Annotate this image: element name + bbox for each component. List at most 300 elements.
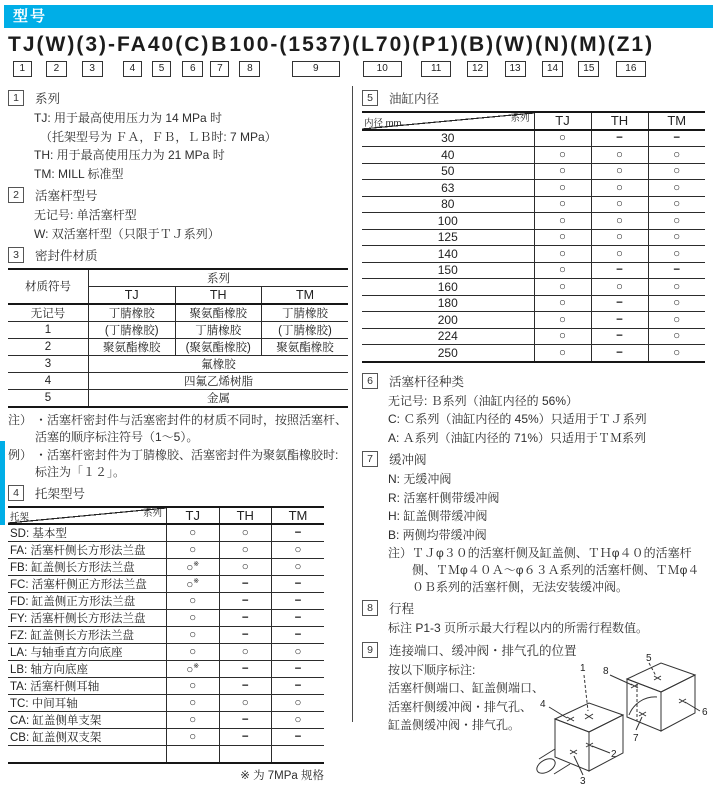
circle-mark: ○ [241,544,249,556]
cell [534,312,591,329]
cell [219,746,272,763]
cell [534,130,591,147]
table-row [362,279,705,296]
section-title: 活塞杆型号 [35,189,98,203]
circle-mark: ○ [186,561,194,574]
note-tag: 注） [388,546,413,560]
circle-mark: ○ [673,330,681,343]
bracket-footnote: ※ 为 7MPa 规格 [240,769,324,782]
cell [648,213,705,230]
cell [534,229,591,246]
row-label: 1 [8,321,89,338]
table-row [362,213,705,230]
circle-mark: ○ [294,561,302,573]
cell [591,213,648,230]
right-column [362,86,708,792]
cell [272,559,325,576]
cell: 聚氨酯橡胶 [262,338,349,355]
cell [591,295,648,312]
note-tag: 注） [8,412,33,427]
cell [167,627,220,644]
dash-mark: − [241,612,249,624]
cell [219,576,272,593]
cell [219,559,272,576]
circle-mark: ○ [616,214,623,227]
matrix-table [362,111,705,363]
table-row [362,130,705,147]
series-column-header: TM [272,507,325,525]
circle-mark: ○ [559,165,566,178]
row-label: 100 [362,213,534,230]
text-line: B: 两侧均带缓冲阀 [388,527,487,542]
table-row [362,262,705,279]
circle-mark: ○ [559,181,566,194]
dash-mark: − [241,714,249,726]
cell [272,524,325,542]
section-bore-size [362,89,705,363]
span-cell: 氟橡胶 [89,355,349,372]
cell: 聚氨酯橡胶 [175,304,262,322]
circle-mark: ○ [616,165,623,178]
cell [219,593,272,610]
model-segment-text: (3) [76,33,108,56]
circle-mark: ○ [673,214,681,227]
section-title: 行程 [389,602,415,616]
series-column-header: TM [648,112,705,130]
model-position-box: 4 [123,61,142,77]
cell [219,524,272,542]
row-label: 无记号 [8,304,89,322]
model-position-box: 3 [82,61,103,77]
diagram-label-3: 3 [580,775,586,787]
table-row [8,576,324,593]
model-segment [76,31,108,77]
cell [219,644,272,661]
corner-bottom-label: 内径 mm [364,117,402,129]
text-line: TM: MILL 标准型 [34,166,124,181]
model-segment-text: (W) [36,33,77,56]
row-label: 250 [362,345,534,362]
model-segment-text: (W) [495,33,535,56]
circle-mark: ○ [616,198,623,211]
cell [648,163,705,180]
row-label: 180 [362,295,534,312]
circle-mark: ○ [559,346,566,359]
text-line: R: 活塞杆侧带缓冲阀 [388,490,500,505]
diagram-label-4: 4 [540,698,546,710]
section-number: 2 [8,187,24,203]
dash-mark: − [294,629,302,641]
section-seal-material [8,246,348,481]
circle-mark: ○ [673,247,681,260]
cell [648,279,705,296]
table-row [8,321,348,338]
model-segment [37,31,77,77]
cell [167,559,220,576]
cell [167,576,220,593]
cell [591,163,648,180]
note-text: ・活塞杆密封件与活塞密封件的材质不同时，按照活塞杆、活塞的顺序标注符号（1～5）。 [35,412,348,444]
section-title: 密封件材质 [35,249,98,263]
series-column-header: TM [262,287,349,304]
cell [534,328,591,345]
matrix-table-head [362,112,705,130]
dash-mark: − [616,346,623,359]
diagram-label-8: 8 [603,665,609,677]
dash-mark: − [616,264,623,277]
model-position-box: 5 [152,61,171,77]
cell [219,610,272,627]
cell [272,729,325,746]
cell [534,262,591,279]
section-title: 油缸内径 [389,92,440,106]
row-label: 3 [8,355,89,372]
dash-mark: − [294,595,302,607]
section-title: 缓冲阀 [389,453,427,467]
cell [648,196,705,213]
circle-mark: ○ [559,132,566,145]
row-label: CA: 缸盖侧单支架 [8,712,167,729]
circle-mark: ○ [616,247,623,260]
circle-mark: ○ [294,697,302,709]
row-label: 4 [8,372,89,389]
model-segment-text: (N) [534,33,571,56]
model-position-box: 14 [542,61,563,77]
row-label: 5 [8,389,89,407]
row-label: TC: 中间耳轴 [8,695,167,712]
span-cell: 金属 [89,389,349,407]
cell: (丁腈橡胶) [262,321,349,338]
cell [167,712,220,729]
model-position-box: 13 [505,61,526,77]
model-segment [175,31,210,77]
cell [591,246,648,263]
cell [219,695,272,712]
cell [648,180,705,197]
diagram-label-6: 6 [702,706,708,718]
table-row [8,712,324,729]
circle-mark: ○ [294,714,302,726]
row-label: 50 [362,163,534,180]
circle-mark: ○ [294,646,302,658]
model-position-box: 1 [13,61,32,77]
dash-mark: − [241,595,249,607]
text-line: 标注 P1-3 页所示最大行程以内的所需行程数值。 [388,621,649,635]
cell [591,229,648,246]
bore-size-table [362,111,705,363]
series-column-header: TJ [124,287,139,302]
cell [591,328,648,345]
table-row [362,163,705,180]
table-row [8,304,348,322]
circle-mark: ○ [673,297,681,310]
cell [648,312,705,329]
model-position-box: 16 [616,61,646,77]
cell [648,147,705,164]
cell [534,295,591,312]
circle-mark: ○ [189,680,197,692]
dash-mark: − [294,527,302,539]
circle-mark: ○ [559,231,566,244]
matrix-table-head [8,507,324,525]
dash-mark: − [294,578,302,590]
row-label: 80 [362,196,534,213]
note-text: ・活塞杆密封件为丁腈橡胶、活塞密封件为聚氨酯橡胶时: 标注为「１２」。 [35,447,339,479]
cell: 丁腈橡胶 [89,304,176,322]
circle-mark: ○ [559,280,566,293]
circle-mark: ○ [189,527,197,539]
model-segment-text: (B) [459,33,496,56]
section-title: 活塞杆径种类 [389,374,465,389]
cell [219,627,272,644]
circle-mark: ○ [616,280,623,293]
cell [272,627,325,644]
cell [167,678,220,695]
cell [272,576,325,593]
section-rod-diameter-lines [362,392,705,448]
note-text: ＴＪφ３０的活塞杆侧及缸盖侧、ＴＨφ４０的活塞杆侧、ＴＭφ４０Ａ～φ６３Ａ系列的活塞杆侧、ＴＭφ４０Ｂ系列的活塞杆侧，无法安装缓冲阀。 [412,546,700,594]
cell [534,147,591,164]
text-line: 无记号: 单活塞杆型 [34,208,137,222]
circle-mark: ○ [616,181,623,194]
cell [534,196,591,213]
cell [272,712,325,729]
dash-mark: − [294,680,302,692]
circle-mark: ○ [559,214,566,227]
model-segment [495,31,535,77]
table-row [362,196,705,213]
circle-mark: ○ [241,646,249,658]
table-row [8,627,324,644]
model-position-box: 2 [46,61,67,77]
model-segment [608,31,655,77]
circle-mark: ○ [673,181,681,194]
table-row [362,328,705,345]
model-segment-text: (Z1) [607,33,655,56]
table-row [8,524,324,542]
text-line: 活塞杆侧缓冲阀・排气孔、 [388,699,533,714]
row-label: CB: 缸盖侧双支架 [8,729,167,746]
section-rod-type [8,186,348,243]
section-number: 3 [8,247,24,263]
dash-mark: − [241,663,249,675]
table-row [362,229,705,246]
series-column-header: TJ [167,507,220,525]
text-line: 无记号: Ｂ系列（油缸内径的 56%） [388,393,579,408]
section-series [8,89,348,183]
row-label: FD: 缸盖侧正方形法兰盘 [8,593,167,610]
cell [219,712,272,729]
model-position-box: 9 [292,61,340,77]
table-row [362,295,705,312]
table-row [362,180,705,197]
diagram-label-1: 1 [580,662,586,674]
row-label: 160 [362,279,534,296]
row-label: 40 [362,147,534,164]
row-label: FB: 缸盖侧长方形法兰盘 [8,559,167,576]
model-separator: - [270,33,280,56]
text-line: C: Ｃ系列（油缸内径的 45%）只适用于ＴＪ系列 [388,412,647,426]
model-position-box: 6 [182,61,203,77]
model-segment [412,31,460,77]
circle-mark: ○ [616,231,623,244]
section-number: 8 [362,600,378,616]
section-stroke-lines [362,619,705,638]
circle-mark: ○ [559,313,566,326]
section-cushion-valve [362,450,705,596]
row-label: LB: 轴方向底座 [8,661,167,678]
section-number: 7 [362,451,378,467]
series-column-header: TJ [534,112,591,130]
cell [272,678,325,695]
dash-mark: − [616,330,623,343]
table-row [8,695,324,712]
cell [219,678,272,695]
row-label: 140 [362,246,534,263]
section-cushion-lines [362,470,705,596]
table-row [8,355,348,372]
bracket-type-table [8,506,324,764]
corner-top-label: 系列 [142,507,162,519]
row-label: TA: 活塞杆侧耳轴 [8,678,167,695]
circle-mark: ○ [189,646,197,658]
section-ports-body [362,652,708,789]
section-title: 托架型号 [35,486,86,501]
table-row [8,746,324,763]
section-number: 6 [362,373,378,389]
diagram-label-5: 5 [646,652,652,664]
cell: 丁腈橡胶 [175,321,262,338]
table-row [8,729,324,746]
table-row [362,147,705,164]
circle-mark: ○ [559,247,566,260]
model-segment [8,31,37,77]
cell: 聚氨酯橡胶 [89,338,176,355]
cell: 丁腈橡胶 [262,304,349,322]
section-stroke [362,599,705,638]
text-line: TH: 用于最高使用压力为 21 MPa 时 [34,148,225,162]
dash-mark: − [241,629,249,641]
circle-mark: ○ [241,561,249,573]
cell [591,279,648,296]
cell [534,279,591,296]
dash-mark: − [673,264,681,277]
section-rod-type-lines [8,206,348,243]
row-label [8,746,167,763]
circle-mark: ○ [673,313,681,326]
cell [167,695,220,712]
diagonal-corner-cell [362,112,534,130]
row-label: FY: 活塞杆侧长方形法兰盘 [8,610,167,627]
cylinder-port-position-diagram [537,653,719,787]
footnote-marker: ※ [193,663,200,671]
row-label: FA: 活塞杆侧长方形法兰盘 [8,542,167,559]
section-port-positions [362,641,708,789]
section-title: 系列 [35,92,61,106]
cell [648,345,705,362]
model-segment [117,31,148,77]
row-label: 224 [362,328,534,345]
cell [167,661,220,678]
section-bracket-type [8,484,348,783]
row-label: LA: 与轴垂直方向底座 [8,644,167,661]
seal-table-head [8,269,348,304]
circle-mark: ○ [559,198,566,211]
note-line [8,447,348,481]
note-line [388,545,705,596]
model-segment-text: (C) [175,33,211,56]
material-code-header: 材质符号 [8,269,89,304]
footnote-marker: ※ [193,561,200,569]
cell [167,542,220,559]
table-row [8,678,324,695]
cell [591,180,648,197]
circle-mark: ○ [294,544,302,556]
cell [534,180,591,197]
section-number: 1 [8,90,24,106]
model-separator: - [108,33,117,56]
section-series-lines [8,109,348,183]
row-label: FZ: 缸盖侧长方形法兰盘 [8,627,167,644]
left-column [8,86,348,786]
cell [219,661,272,678]
model-segment-text: 40 [147,33,176,56]
cell [272,542,325,559]
dash-mark: − [673,132,681,145]
row-label: SD: 基本型 [8,524,167,542]
row-label: 150 [362,262,534,279]
diagonal-corner-cell [8,507,167,525]
model-segment-text: 100 [229,33,271,56]
note-line [8,412,348,446]
note-tag: 例） [8,447,33,462]
corner-top-label: 系列 [510,113,530,124]
model-position-box: 11 [421,61,451,77]
cell [272,695,325,712]
table-row [8,610,324,627]
cell [219,729,272,746]
dash-mark: − [294,731,302,743]
cell [648,229,705,246]
circle-mark: ○ [616,148,623,161]
table-row [8,389,348,407]
circle-mark: ○ [189,629,197,641]
section-rod-diameter [362,372,705,448]
model-segment [229,31,270,77]
cell [167,644,220,661]
footnote-marker: ※ [193,578,200,586]
circle-mark: ○ [186,663,194,676]
table-row [8,338,348,355]
table-row [362,345,705,362]
circle-mark: ○ [559,264,566,277]
table-row [8,372,348,389]
series-column-header: TH [219,507,272,525]
column-divider [352,86,353,722]
span-cell: 四氟乙烯树脂 [89,372,349,389]
section-number: 5 [362,90,378,106]
cell [591,312,648,329]
dash-mark: − [241,578,249,590]
model-segment-text: TJ [8,33,37,56]
circle-mark: ○ [673,280,681,293]
cell [272,746,325,763]
text-line: 活塞杆侧端口、缸盖侧端口、 [388,681,545,695]
corner-bottom-label: 托架 [10,512,30,523]
model-position-box: 7 [210,61,229,77]
cell [534,213,591,230]
dash-mark: − [616,297,623,310]
